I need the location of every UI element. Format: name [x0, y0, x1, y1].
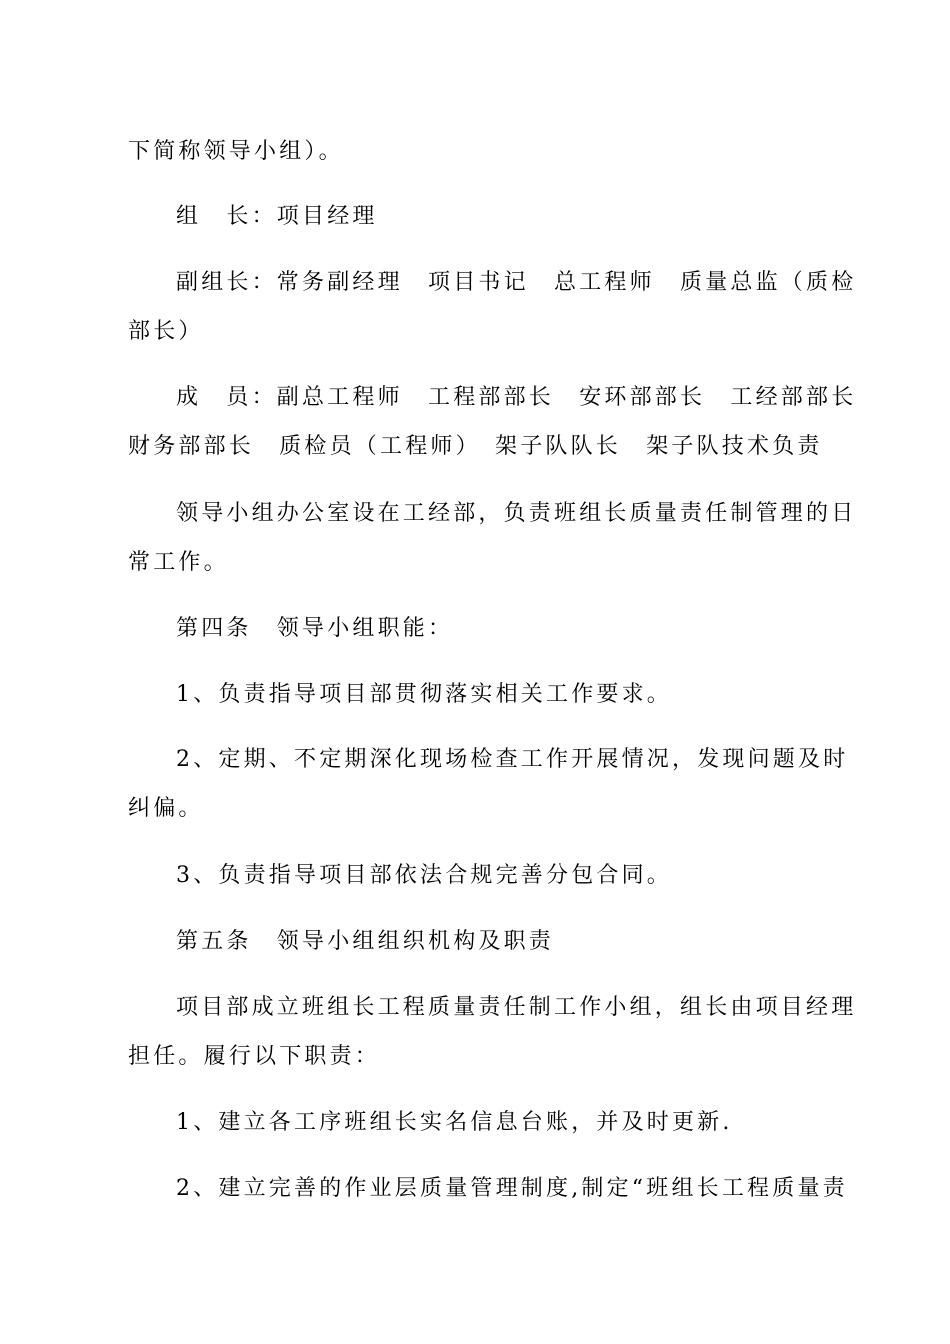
text-line: 组 长：项目经理 — [176, 204, 378, 229]
text-line: 成 员：副总工程师 工程部部长 安环部部长 工经部部长 — [176, 385, 857, 410]
list-item: 2、建立完善的作业层质量管理制度,制定“班组长工程质量责 — [176, 1176, 848, 1201]
text-line: 纠偏。 — [128, 796, 204, 821]
section-heading: 第四条 领导小组职能： — [176, 616, 454, 641]
text-line: 担任。履行以下职责： — [128, 1044, 381, 1069]
text-line: 项目部成立班组长工程质量责任制工作小组，组长由项目经理 — [176, 995, 857, 1020]
list-item: 1、建立各工序班组长实名信息台账，并及时更新. — [176, 1110, 733, 1135]
list-item: 3、负责指导项目部依法合规完善分包合同。 — [176, 863, 672, 888]
list-item: 2、定期、不定期深化现场检查工作开展情况，发现问题及时 — [176, 747, 849, 772]
list-item: 1、负责指导项目部贯彻落实相关工作要求。 — [176, 682, 672, 707]
text-line: 部长） — [128, 319, 204, 344]
text-line: 领导小组办公室设在工经部，负责班组长质量责任制管理的日 — [176, 501, 857, 526]
text-line: 下简称领导小组）。 — [128, 139, 344, 164]
text-line: 副组长：常务副经理 项目书记 总工程师 质量总监（质检 — [176, 270, 857, 295]
text-line: 常工作。 — [128, 550, 229, 575]
text-line: 财务部部长 质检员（工程师） 架子队队长 架子队技术负责 — [128, 434, 823, 459]
section-heading: 第五条 领导小组组织机构及职责 — [176, 929, 555, 954]
